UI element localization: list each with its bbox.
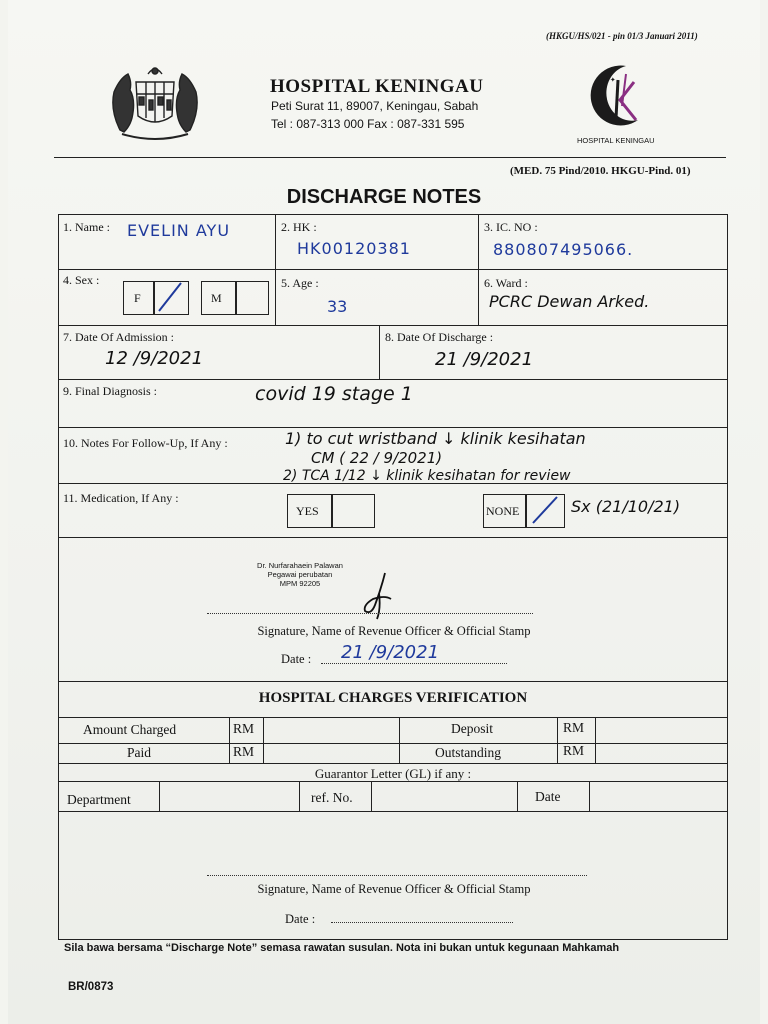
deposit-label: Deposit bbox=[451, 721, 493, 736]
doctor-mpm: MPM 92205 bbox=[279, 579, 321, 588]
signature-date-line[interactable] bbox=[321, 663, 507, 664]
discharge-label: 8. Date Of Discharge : bbox=[385, 330, 494, 344]
amount-charged-label: Amount Charged bbox=[83, 722, 177, 737]
col-divider bbox=[379, 325, 380, 379]
form-code: (HKGU/HS/021 - pin 01/3 Januari 2011) bbox=[546, 31, 698, 41]
col-divider bbox=[478, 215, 479, 325]
discharge-form bbox=[58, 214, 728, 940]
row-divider bbox=[59, 743, 727, 744]
sex-m-label: M bbox=[211, 291, 222, 305]
age-value[interactable]: 33 bbox=[327, 297, 348, 316]
logo-caption: HOSPITAL KENINGAU bbox=[577, 136, 655, 145]
row-divider bbox=[59, 427, 727, 428]
sex-f-label: F bbox=[134, 291, 141, 305]
bottom-signature-caption: Signature, Name of Revenue Officer & Official Stamp bbox=[257, 882, 531, 896]
hk-label: 2. HK : bbox=[281, 220, 317, 234]
col-divider bbox=[595, 717, 596, 763]
admission-label: 7. Date Of Admission : bbox=[63, 330, 174, 344]
bottom-signature-line[interactable] bbox=[207, 875, 587, 876]
medication-yes-check[interactable] bbox=[331, 494, 375, 528]
signature-caption: Signature, Name of Revenue Officer & Official Stamp bbox=[257, 624, 531, 638]
col-divider bbox=[557, 717, 558, 763]
follow-up-line-3[interactable]: 2) TCA 1/12 ↓ klinik kesihatan for review bbox=[283, 468, 571, 484]
col-divider bbox=[299, 781, 300, 811]
col-divider bbox=[275, 215, 276, 325]
doctor-stamp bbox=[245, 561, 355, 588]
bottom-date-line[interactable] bbox=[331, 922, 513, 923]
header-divider bbox=[54, 157, 726, 158]
medication-yes-label: YES bbox=[296, 504, 319, 518]
row-divider bbox=[59, 325, 727, 326]
doctor-name: Dr. Nurfarahaein Palawan bbox=[257, 561, 343, 570]
deposit-currency: RM bbox=[563, 720, 585, 735]
sex-label: 4. Sex : bbox=[63, 273, 100, 287]
sex-m-check[interactable] bbox=[235, 281, 269, 315]
page-title: DISCHARGE NOTES bbox=[286, 186, 482, 208]
hospital-keningau-logo bbox=[582, 60, 652, 132]
col-divider bbox=[399, 717, 400, 763]
row-divider bbox=[59, 379, 727, 380]
ic-label: 3. IC. NO : bbox=[484, 220, 538, 234]
ward-label: 6. Ward : bbox=[484, 276, 528, 290]
discharge-value[interactable]: 21 /9/2021 bbox=[435, 349, 534, 370]
admission-value[interactable]: 12 /9/2021 bbox=[105, 348, 204, 369]
checkmark-slash-icon bbox=[155, 281, 185, 313]
medication-note[interactable]: Sx (21/10/21) bbox=[571, 497, 681, 516]
col-divider bbox=[371, 781, 372, 811]
col-divider bbox=[263, 717, 264, 763]
ward-value[interactable]: PCRC Dewan Arked. bbox=[489, 292, 650, 311]
age-label: 5. Age : bbox=[281, 276, 319, 290]
checkmark-slash-icon bbox=[525, 494, 563, 526]
department-label: Department bbox=[67, 792, 131, 807]
signature-date-value[interactable]: 21 /9/2021 bbox=[341, 642, 440, 663]
hospital-telephone: Tel : 087-313 000 Fax : 087-331 595 bbox=[271, 117, 465, 131]
amount-charged-currency: RM bbox=[233, 721, 255, 736]
row-divider bbox=[59, 269, 727, 270]
row-divider bbox=[59, 763, 727, 764]
hospital-address: Peti Surat 11, 89007, Keningau, Sabah bbox=[271, 99, 479, 113]
follow-up-line-2[interactable]: CM ( 22 / 9/2021) bbox=[311, 449, 443, 467]
ic-value[interactable]: 880807495066. bbox=[493, 240, 634, 259]
outstanding-label: Outstanding bbox=[435, 745, 501, 760]
charges-date-label: Date bbox=[535, 789, 561, 804]
coat-of-arms-emblem bbox=[102, 60, 208, 142]
med-reference: (MED. 75 Pind/2010. HKGU-Pind. 01) bbox=[510, 165, 691, 177]
bottom-date-label: Date : bbox=[285, 912, 316, 926]
paid-label: Paid bbox=[127, 745, 152, 760]
hospital-name: HOSPITAL KENINGAU bbox=[270, 76, 484, 97]
signature-line[interactable] bbox=[207, 613, 533, 614]
col-divider bbox=[589, 781, 590, 811]
svg-text:✦✦: ✦✦ bbox=[604, 76, 616, 84]
col-divider bbox=[517, 781, 518, 811]
name-label: 1. Name : bbox=[63, 220, 110, 234]
row-divider bbox=[59, 811, 727, 812]
medication-none-label: NONE bbox=[486, 504, 520, 518]
row-divider bbox=[59, 717, 727, 718]
follow-up-label: 10. Notes For Follow-Up, If Any : bbox=[63, 436, 228, 450]
medication-label: 11. Medication, If Any : bbox=[63, 491, 179, 505]
charges-title: HOSPITAL CHARGES VERIFICATION bbox=[258, 690, 528, 706]
row-divider bbox=[59, 537, 727, 538]
col-divider bbox=[159, 781, 160, 811]
ref-no-label: ref. No. bbox=[311, 790, 353, 805]
name-value[interactable]: EVELIN AYU bbox=[127, 221, 231, 240]
paid-currency: RM bbox=[233, 744, 255, 759]
col-divider bbox=[229, 717, 230, 763]
diagnosis-value[interactable]: covid 19 stage 1 bbox=[255, 383, 413, 405]
outstanding-currency: RM bbox=[563, 743, 585, 758]
footer-note: Sila bawa bersama “Discharge Note” semasa rawatan susulan. Nota ini bukan untuk kegunaan Mahkamah bbox=[64, 942, 620, 954]
signature-date-label: Date : bbox=[281, 652, 312, 666]
diagnosis-label: 9. Final Diagnosis : bbox=[63, 384, 158, 398]
doctor-title: Pegawai perubatan bbox=[267, 570, 333, 579]
guarantor-label: Guarantor Letter (GL) if any : bbox=[314, 766, 472, 781]
serial-number: BR/0873 bbox=[68, 981, 114, 993]
follow-up-line-1[interactable]: 1) to cut wristband ↓ klinik kesihatan bbox=[285, 429, 586, 448]
hk-value[interactable]: HK00120381 bbox=[297, 239, 411, 258]
row-divider bbox=[59, 681, 727, 682]
